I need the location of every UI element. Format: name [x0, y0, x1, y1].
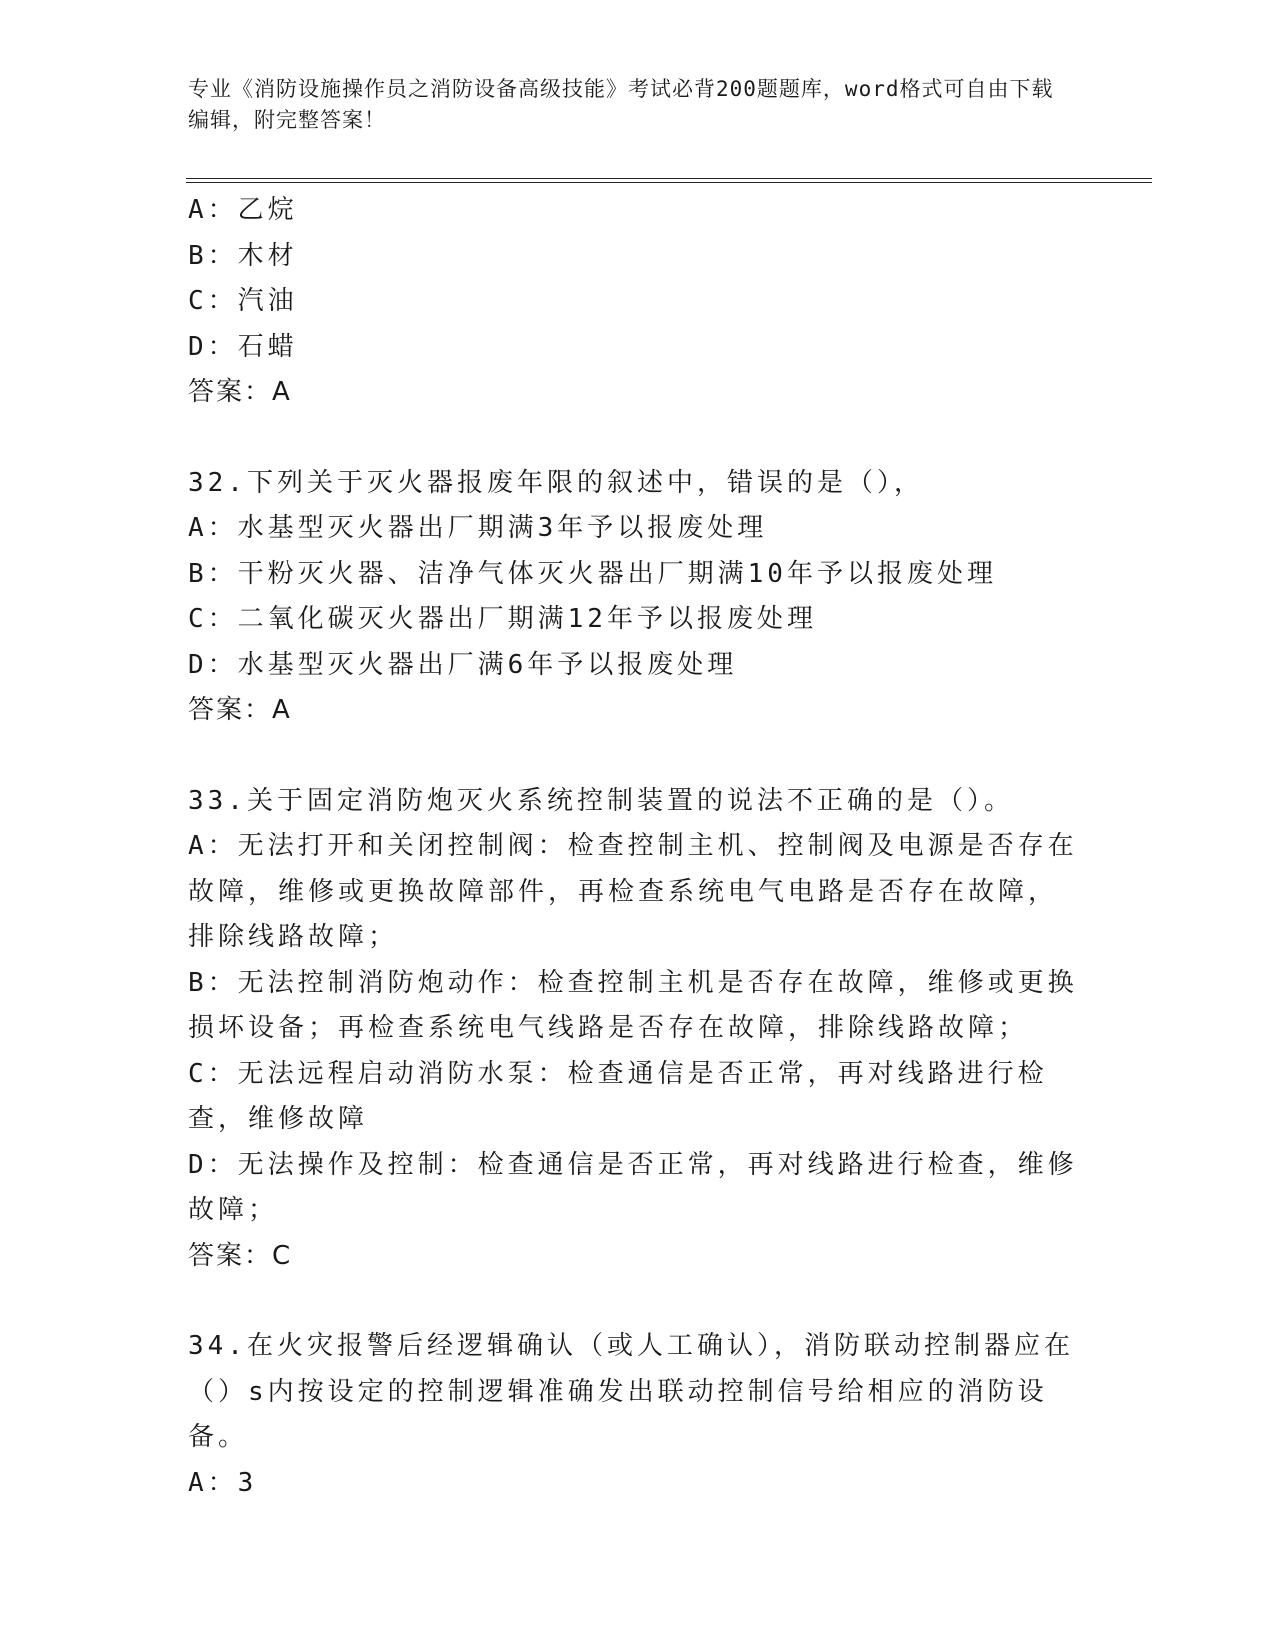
question-32-block — [188, 461, 1078, 734]
answer: 答案：A — [188, 695, 292, 725]
option-b: B：无法控制消防炮动作：检查控制主机是否存在故障，维修或更换损坏设备；再检查系统电气线路是否存在故障，排除线路故障； — [188, 967, 1078, 1043]
answer: 答案：A — [188, 377, 292, 407]
question-34-block — [188, 1324, 1078, 1506]
header-divider — [186, 178, 1152, 183]
option-a: A：3 — [188, 1467, 258, 1498]
prev-question-block — [188, 188, 1078, 416]
option-c: C：汽油 — [188, 286, 298, 316]
document-title: 专业《消防设施操作员之消防设备高级技能》考试必背200题题库，word格式可自由下载编辑，附完整答案！ — [188, 77, 1054, 132]
option-c: C：无法远程启动消防水泵：检查通信是否正常，再对线路进行检查，维修故障 — [188, 1058, 1048, 1134]
document-body — [188, 188, 1078, 1506]
question-stem: 33.关于固定消防炮灭火系统控制装置的说法不正确的是（）。 — [188, 785, 1014, 816]
option-c: C：二氧化碳灭火器出厂期满12年予以报废处理 — [188, 604, 817, 634]
option-b: B：木材 — [188, 240, 298, 271]
answer: 答案：C — [188, 1240, 293, 1271]
question-stem: 32.下列关于灭火器报废年限的叙述中，错误的是（）， — [188, 467, 924, 498]
option-b: B：干粉灭火器、洁净气体灭火器出厂期满10年予以报废处理 — [188, 558, 997, 589]
question-33-block — [188, 779, 1078, 1280]
document-header — [188, 74, 1068, 136]
option-d: D：无法操作及控制：检查通信是否正常，再对线路进行检查，维修故障； — [188, 1149, 1078, 1225]
option-a: A：无法打开和关闭控制阀：检查控制主机、控制阀及电源是否存在故障，维修或更换故障部件，再检查系统电气电路是否存在故障，排除线路故障； — [188, 831, 1078, 952]
option-a: A：水基型灭火器出厂期满3年予以报废处理 — [188, 513, 768, 543]
question-stem: 34.在火灾报警后经逻辑确认（或人工确认），消防联动控制器应在（）s内按设定的控制逻辑准确发出联动控制信号给相应的消防设备。 — [188, 1331, 1074, 1452]
option-d: D：水基型灭火器出厂满6年予以报废处理 — [188, 649, 738, 680]
option-a: A：乙烷 — [188, 195, 298, 225]
option-d: D：石蜡 — [188, 331, 298, 362]
